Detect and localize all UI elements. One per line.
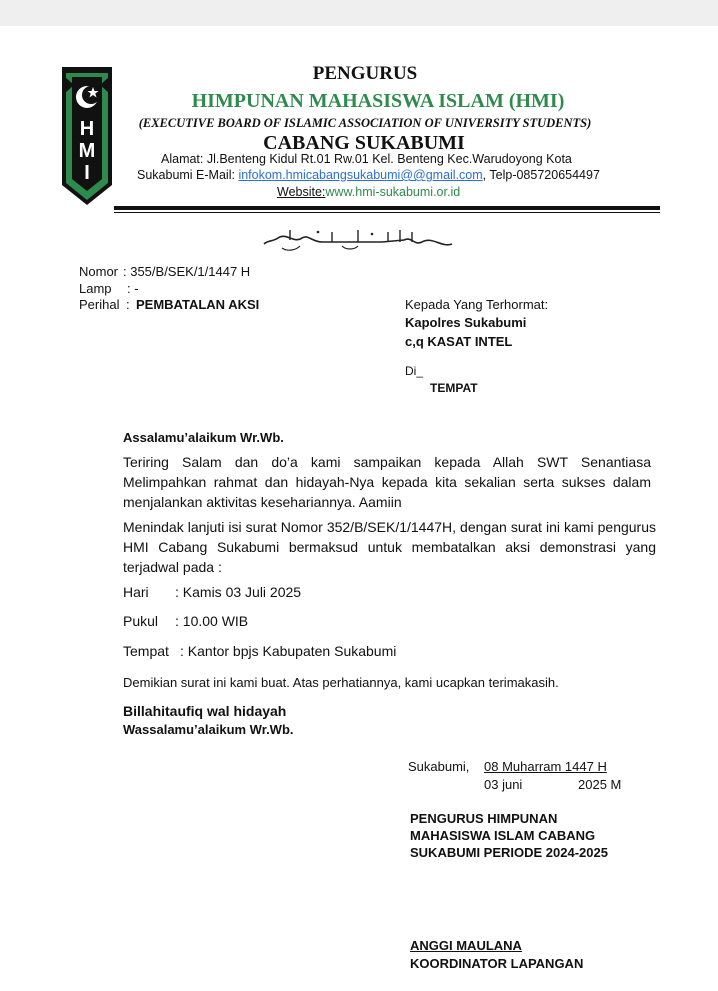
sign-hijri-date: 08 Muharram 1447 H — [484, 759, 607, 774]
letterhead-address: Alamat: Jl.Benteng Kidul Rt.01 Rw.01 Kel. Benteng Kec.Warudoyong Kota — [161, 152, 572, 166]
sign-org-line3: SUKABUMI PERIODE 2024-2025 — [410, 845, 608, 860]
billahi-line: Billahitaufiq wal hidayah — [123, 703, 287, 719]
paragraph-cancellation: Menindak lanjuti isi surat Nomor 352/B/SEK/1/1447H, dengan surat ini kami pengurus HMI Cabang Sukabumi bermaksud untuk membatalkan aksi demonstrasi yang terjadwal pada : — [123, 519, 656, 575]
sign-org-line2: MAHASISWA ISLAM CABANG — [410, 828, 596, 843]
pukul-label: Pukul — [123, 613, 159, 629]
closing-sentence: Demikian surat ini kami buat. Atas perhatiannya, kami ucapkan terimakasih. — [123, 675, 559, 690]
tempat-label: Tempat — [123, 643, 169, 659]
perihal-colon: : — [126, 297, 130, 312]
logo-letter-i: I — [84, 162, 90, 184]
letterhead-english-name: (EXECUTIVE BOARD OF ISLAMIC ASSOCIATION OF UNIVERSITY STUDENTS) — [138, 116, 592, 130]
nomor-value: : 355/B/SEK/1/1447 H — [123, 264, 251, 279]
recipient-greeting: Kepada Yang Terhormat: — [405, 297, 549, 312]
sign-greg-day: 03 juni — [484, 777, 523, 792]
lamp-label: Lamp — [79, 281, 112, 296]
letterhead-rule-thick — [114, 206, 660, 210]
sign-city: Sukabumi, — [408, 759, 470, 774]
logo-letter-m: M — [78, 140, 96, 162]
letterhead-line1: PENGURUS — [312, 63, 418, 84]
contact-prefix: Sukabumi E-Mail: — [137, 168, 239, 182]
contact-phone: , Telp-085720654497 — [482, 168, 600, 182]
letterhead-branch: CABANG SUKABUMI — [263, 132, 465, 154]
paragraph-greeting: Teriring Salam dan do’a kami sampaikan kepada Allah SWT Senantiasa Melimpahkan rahmat dan hidayah-Nya kepada kita sekalian serta sukses dalam menjalankan aktivitas kesehariannya. Aamiin — [123, 454, 651, 510]
perihal-label: Perihal — [79, 297, 120, 312]
logo-letter-h: H — [79, 118, 95, 140]
recipient-name: Kapolres Sukabumi — [405, 315, 527, 330]
hari-value: : Kamis 03 Juli 2025 — [175, 584, 302, 600]
pukul-value: : 10.00 WIB — [175, 613, 249, 629]
lamp-value: : - — [127, 281, 139, 296]
signatory-title: KOORDINATOR LAPANGAN — [410, 956, 584, 971]
sign-org-line1: PENGURUS HIMPUNAN — [410, 811, 558, 826]
website-label: Website: — [277, 185, 326, 199]
top-bar — [0, 0, 718, 26]
perihal-value: PEMBATALAN AKSI — [136, 297, 260, 312]
signatory-name: ANGGI MAULANA — [410, 938, 522, 953]
recipient-cq: c,q KASAT INTEL — [405, 334, 513, 349]
tempat-value: : Kantor bpjs Kabupaten Sukabumi — [180, 643, 397, 659]
salam-open: Assalamu’alaikum Wr.Wb. — [123, 430, 284, 445]
salam-close: Wassalamu’alaikum Wr.Wb. — [123, 722, 294, 737]
basmalah-calligraphy — [262, 226, 454, 252]
recipient-di: Di_ — [405, 364, 424, 378]
website-link[interactable]: www.hmi-sukabumi.or.id — [325, 185, 461, 199]
email-link[interactable]: infokom.hmicabangsukabumi@@gmail.com — [238, 168, 483, 182]
letterhead-rule-thin — [114, 212, 660, 213]
letterhead-org-name: HIMPUNAN MAHASISWA ISLAM (HMI) — [191, 90, 565, 112]
nomor-label: Nomor — [79, 264, 119, 279]
letterhead-website — [277, 185, 460, 199]
hari-label: Hari — [123, 584, 149, 600]
sign-greg-year: 2025 M — [578, 777, 622, 792]
letterhead-contact — [137, 168, 600, 182]
recipient-place: TEMPAT — [430, 381, 478, 395]
